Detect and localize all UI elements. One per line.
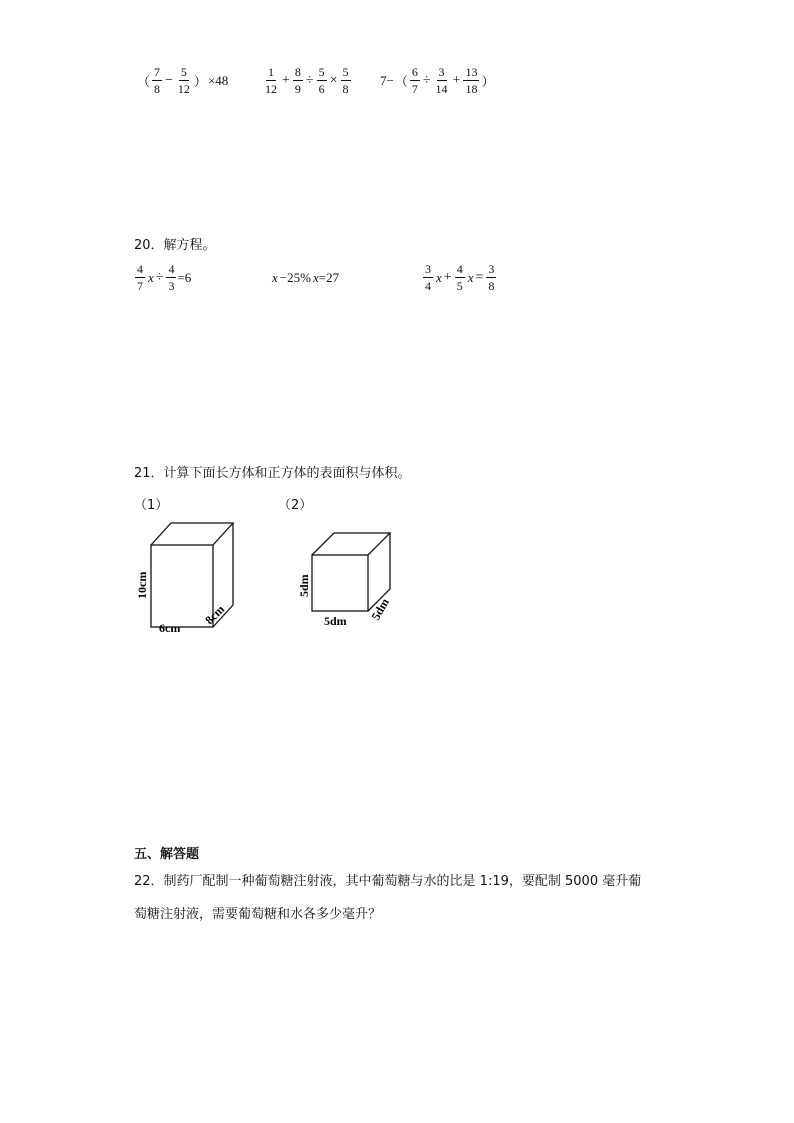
fraction: $\frac{1}{12}$ bbox=[265, 65, 277, 96]
fraction: $\frac{3}{4}$ bbox=[425, 262, 431, 293]
cuboid-depth-label: 8cm bbox=[202, 602, 228, 628]
question-20-title: 20．解方程。 bbox=[134, 238, 216, 253]
fraction: $\frac{4}{5}$ bbox=[456, 262, 463, 293]
cuboid-width-label: 6cm bbox=[159, 621, 181, 635]
cube-depth-label: 5dm bbox=[368, 595, 392, 623]
fraction: $\frac{6}{7}$ bbox=[411, 65, 418, 96]
cube-width-label: 5dm bbox=[324, 614, 347, 628]
fraction: $\frac{5}{6}$ bbox=[318, 65, 325, 96]
fraction: $\frac{3}{14}$ bbox=[435, 65, 448, 96]
equation-2: x −25% x =27 bbox=[272, 270, 340, 285]
fraction: $\frac{7}{8}$ bbox=[154, 65, 161, 96]
figure-label-2: （2） bbox=[278, 498, 313, 513]
equation-3: $\frac{3}{4}$ x + $\frac{4}{5}$ x = $\frac{3}{8}$ bbox=[425, 262, 495, 293]
equation-1: $\frac{4}{7}$ x ÷ $\frac{4}{3}$ =6 bbox=[137, 262, 192, 293]
fraction: $\frac{3}{8}$ bbox=[488, 262, 495, 293]
question-22-line-1: 22．制药厂配制一种葡萄糖注射液，其中葡萄糖与水的比是 1:19，要配制 5000 毫升葡 bbox=[134, 874, 642, 889]
question-21-title: 21．计算下面长方体和正方体的表面积与体积。 bbox=[134, 466, 411, 481]
fraction: $\frac{5}{8}$ bbox=[342, 65, 349, 96]
section-5-heading: 五、解答题 bbox=[134, 847, 200, 862]
cuboid-height-label: 10cm bbox=[135, 571, 149, 599]
calc-expression-1: （ $\frac{7}{8}$ − $\frac{5}{12}$ ） ×48 bbox=[137, 65, 229, 96]
calc-expression-2: $\frac{1}{12}$ + $\frac{8}{9}$ ÷ $\frac{5}{6}$ × $\frac{5}{8}$ bbox=[265, 65, 349, 96]
cuboid-top-face bbox=[151, 523, 233, 545]
cube-figure bbox=[292, 525, 402, 630]
fraction: $\frac{4}{3}$ bbox=[168, 262, 175, 293]
fraction: $\frac{5}{12}$ bbox=[177, 65, 190, 96]
cube-top-face bbox=[312, 533, 390, 555]
cuboid-figure bbox=[130, 515, 240, 635]
cube-height-label: 5dm bbox=[297, 574, 311, 597]
calc-expression-3: 7− （ $\frac{6}{7}$ ÷ $\frac{3}{14}$ + $\frac{13}{18}$ ） bbox=[380, 65, 495, 96]
fraction: $\frac{4}{7}$ bbox=[137, 262, 143, 293]
fraction: $\frac{13}{18}$ bbox=[465, 65, 478, 96]
cube-front-face bbox=[312, 555, 368, 611]
figure-label-1: （1） bbox=[134, 498, 169, 513]
fraction: $\frac{8}{9}$ bbox=[294, 65, 301, 96]
question-22-line-2: 萄糖注射液，需要葡萄糖和水各多少毫升？ bbox=[134, 907, 382, 922]
